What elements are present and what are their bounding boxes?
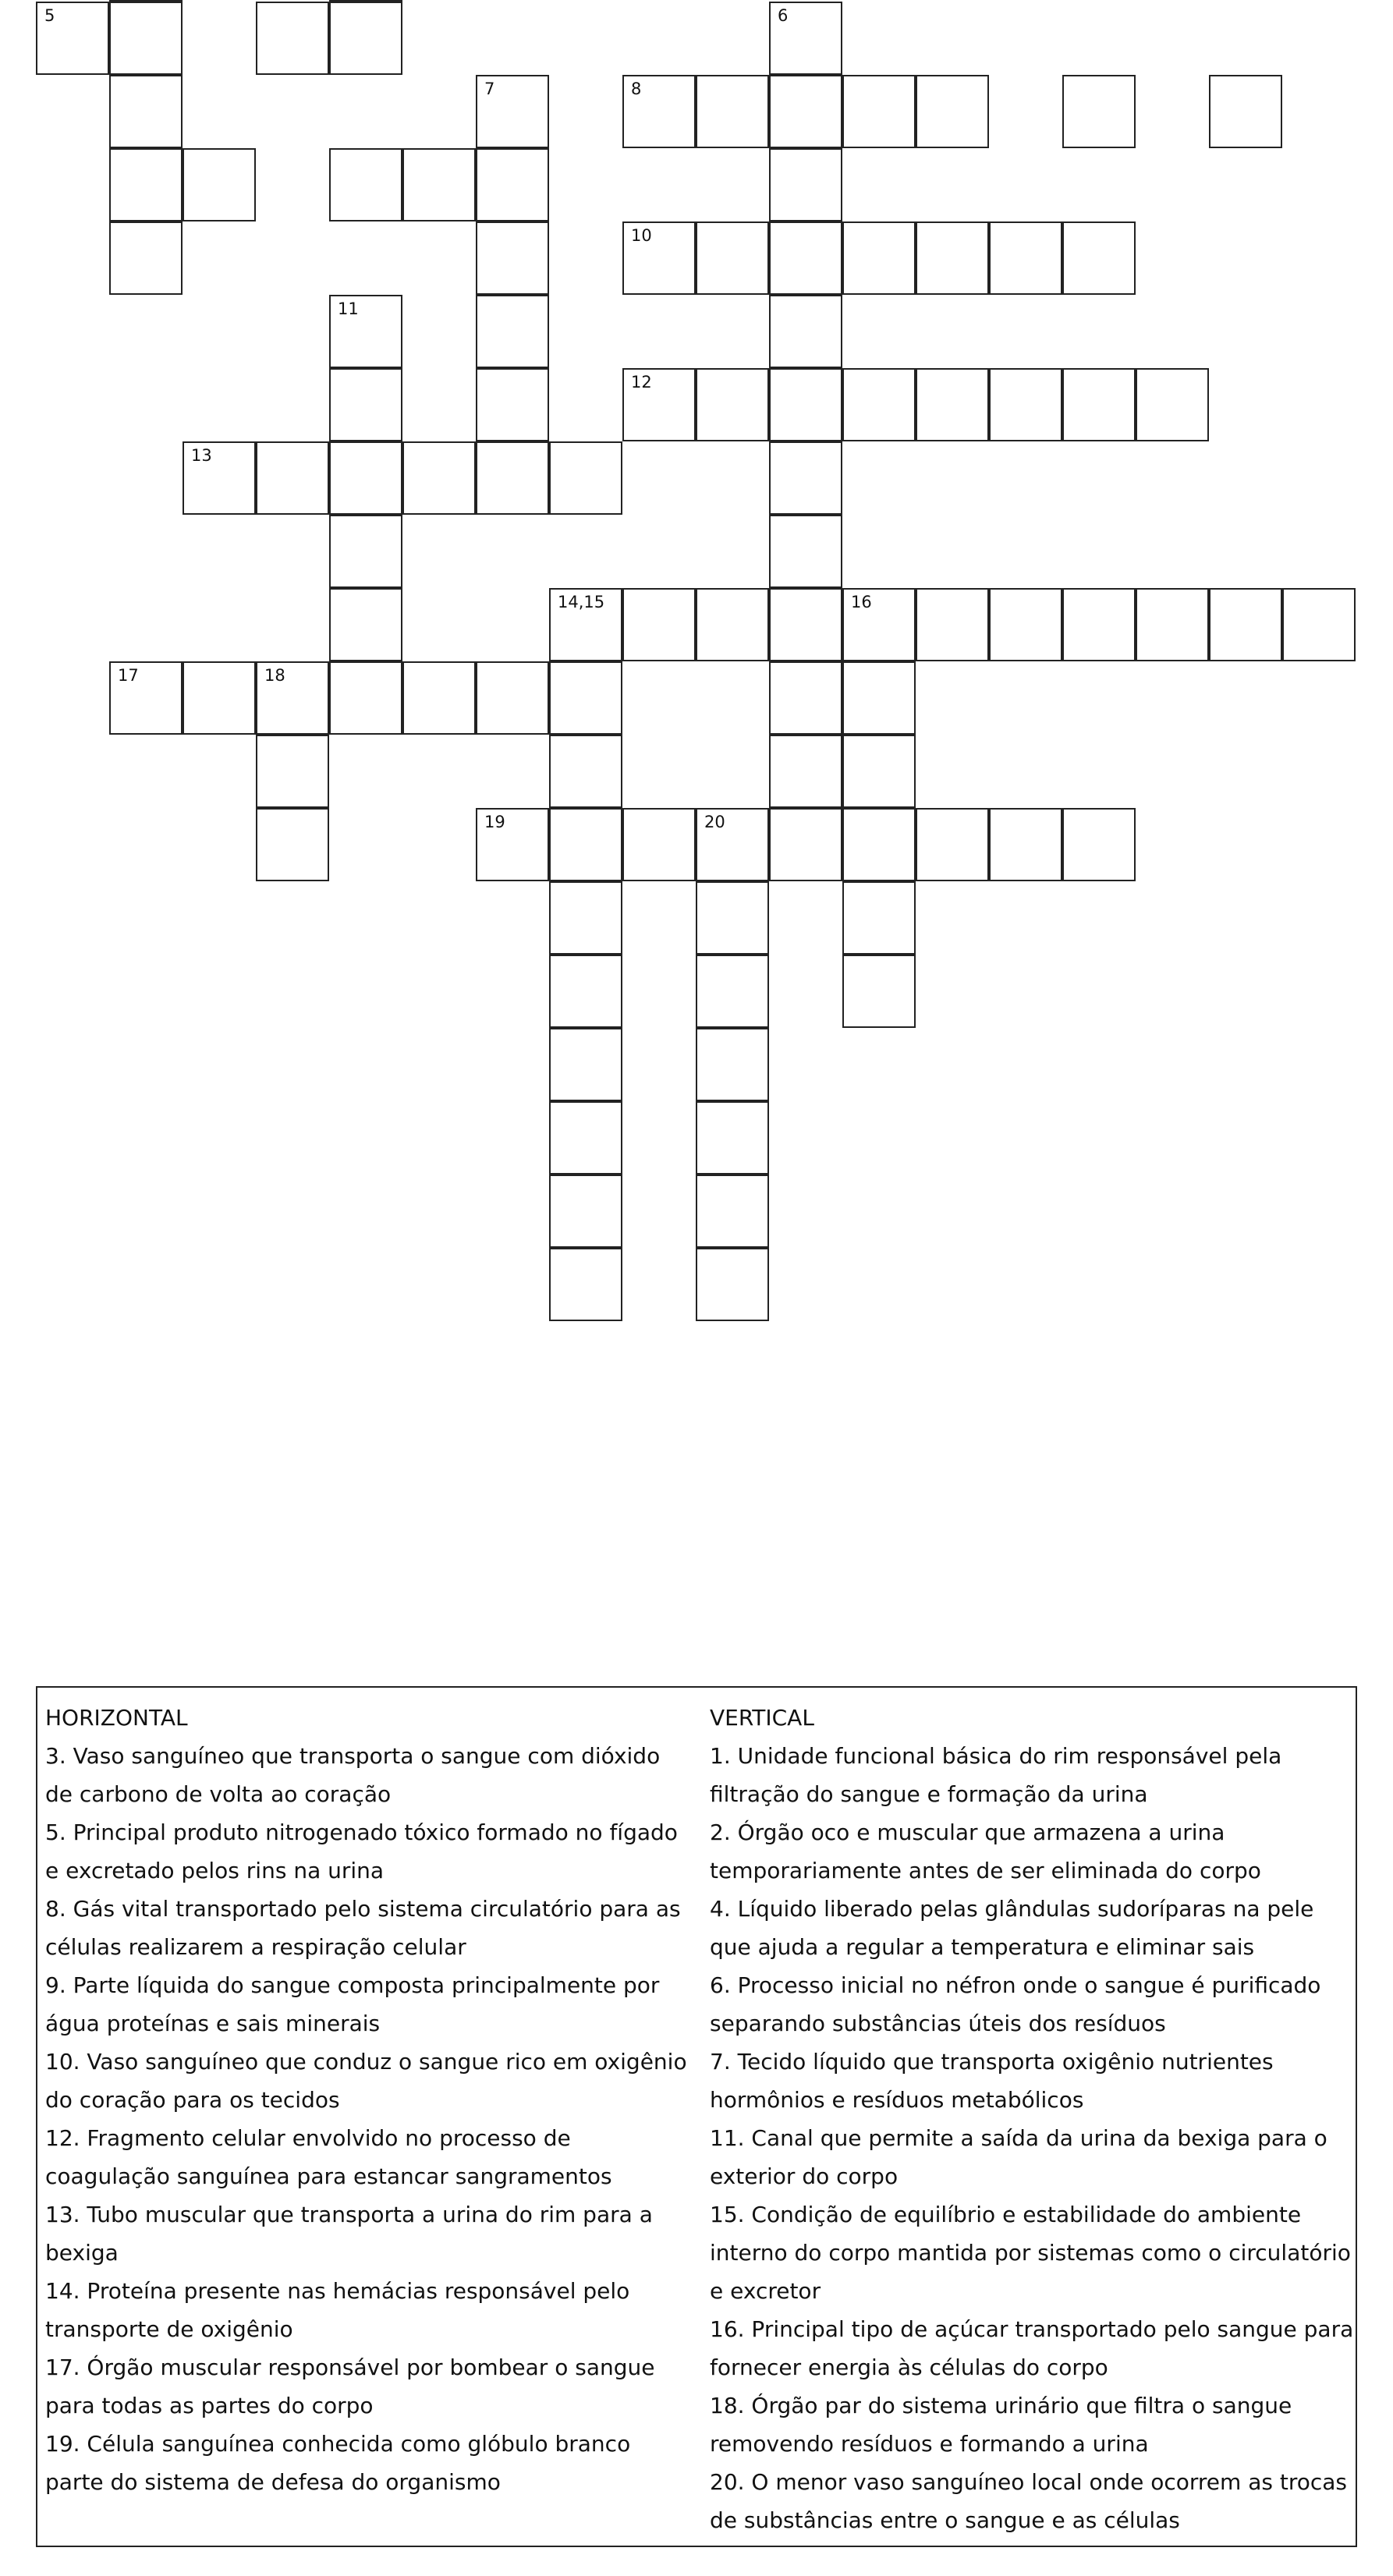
crossword-cell[interactable]	[696, 221, 769, 295]
crossword-cell[interactable]	[329, 588, 402, 661]
crossword-cell[interactable]	[769, 75, 842, 148]
crossword-cell[interactable]	[329, 148, 402, 221]
clue-item: 16. Principal tipo de açúcar transportado pelo sangue para fornecer energia às células do corpo	[710, 2316, 1354, 2380]
crossword-cell[interactable]	[842, 735, 916, 808]
crossword-cell[interactable]	[769, 808, 842, 881]
crossword-cell[interactable]	[1062, 221, 1136, 295]
crossword-cell[interactable]	[402, 441, 476, 515]
clue-number: 13	[191, 446, 212, 465]
crossword-cell[interactable]	[549, 441, 622, 515]
clue-number: 19	[484, 813, 505, 831]
clue-item: 2. Órgão oco e muscular que armazena a urina temporariamente antes de ser eliminada do corpo	[710, 1819, 1261, 1883]
crossword-cell[interactable]	[916, 368, 989, 441]
crossword-cell[interactable]	[549, 588, 622, 661]
crossword-cell[interactable]	[916, 75, 989, 148]
crossword-cell[interactable]	[549, 1101, 622, 1175]
clue-item: 13. Tubo muscular que transporta a urina do rim para a bexiga	[45, 2202, 653, 2266]
crossword-cell[interactable]	[256, 661, 329, 735]
crossword-cell[interactable]	[549, 1028, 622, 1101]
clue-item: 11. Canal que permite a saída da urina da bexiga para o exterior do corpo	[710, 2125, 1327, 2189]
crossword-cell[interactable]	[36, 2, 109, 75]
clue-box	[36, 1686, 1357, 2547]
crossword-cell[interactable]	[109, 2, 183, 75]
crossword-cell[interactable]	[769, 368, 842, 441]
crossword-cell[interactable]	[402, 661, 476, 735]
crossword-cell[interactable]	[329, 515, 402, 588]
clue-item: 19. Célula sanguínea conhecida como glóbulo branco parte do sistema de defesa do organismo	[45, 2431, 631, 2495]
crossword-cell[interactable]	[989, 368, 1062, 441]
crossword-cell[interactable]	[696, 1175, 769, 1248]
clue-item: 9. Parte líquida do sangue composta principalmente por água proteínas e sais minerais	[45, 1972, 660, 2036]
crossword-cell[interactable]	[622, 808, 696, 881]
crossword-cell[interactable]	[549, 955, 622, 1028]
crossword-cell[interactable]	[842, 75, 916, 148]
crossword-cell[interactable]	[842, 221, 916, 295]
crossword-cell[interactable]	[549, 661, 622, 735]
crossword-cell[interactable]	[476, 295, 549, 368]
horizontal-clues	[45, 1699, 693, 2501]
crossword-cell[interactable]	[989, 808, 1062, 881]
crossword-cell[interactable]	[622, 221, 696, 295]
crossword-cell[interactable]	[769, 2, 842, 75]
crossword-cell[interactable]	[1282, 588, 1356, 661]
crossword-cell[interactable]	[769, 588, 842, 661]
crossword-cell[interactable]	[329, 661, 402, 735]
crossword-cell[interactable]	[622, 588, 696, 661]
crossword-cell[interactable]	[1136, 588, 1209, 661]
crossword-cell[interactable]	[109, 148, 183, 221]
crossword-cell[interactable]	[256, 808, 329, 881]
clue-number: 10	[631, 226, 652, 245]
crossword-cell[interactable]	[842, 368, 916, 441]
crossword-cell[interactable]	[622, 75, 696, 148]
clue-item: 12. Fragmento celular envolvido no processo de coagulação sanguínea para estancar sangramentos	[45, 2125, 612, 2189]
crossword-cell[interactable]	[769, 148, 842, 221]
clue-number: 7	[484, 80, 495, 98]
clue-number: 12	[631, 373, 652, 392]
clue-item: 3. Vaso sanguíneo que transporta o sangue com dióxido de carbono de volta ao coração	[45, 1743, 661, 1807]
crossword-cell[interactable]	[842, 661, 916, 735]
crossword-cell[interactable]	[842, 588, 916, 661]
crossword-cell[interactable]	[1062, 808, 1136, 881]
vertical-heading: VERTICAL	[710, 1705, 814, 1731]
crossword-cell[interactable]	[549, 881, 622, 955]
crossword-cell[interactable]	[916, 221, 989, 295]
clue-number: 14,15	[558, 593, 605, 611]
crossword-cell[interactable]	[476, 808, 549, 881]
clue-item: 5. Principal produto nitrogenado tóxico formado no fígado e excretado pelos rins na urina	[45, 1819, 678, 1883]
crossword-cell[interactable]	[1209, 588, 1282, 661]
crossword-cell[interactable]	[476, 368, 549, 441]
crossword-cell[interactable]	[256, 735, 329, 808]
crossword-cell[interactable]	[1136, 368, 1209, 441]
crossword-cell[interactable]	[769, 295, 842, 368]
vertical-clues	[710, 1699, 1357, 2539]
crossword-cell[interactable]	[696, 368, 769, 441]
clue-number: 5	[44, 6, 55, 25]
crossword-cell[interactable]	[109, 661, 183, 735]
clue-number: 6	[778, 6, 789, 25]
clue-item: 1. Unidade funcional básica do rim responsável pela filtração do sangue e formação da urina	[710, 1743, 1282, 1807]
crossword-cell[interactable]	[256, 441, 329, 515]
crossword-cell[interactable]	[989, 588, 1062, 661]
crossword-cell[interactable]	[549, 1175, 622, 1248]
crossword-cell[interactable]	[329, 2, 402, 75]
crossword-cell[interactable]	[402, 148, 476, 221]
clue-item: 15. Condição de equilíbrio e estabilidade do ambiente interno do corpo mantida por sistemas como o circulatório e excretor	[710, 2202, 1351, 2304]
clue-number: 18	[264, 666, 285, 685]
clue-item: 4. Líquido liberado pelas glândulas sudoríparas na pele que ajuda a regular a temperatura e eliminar sais	[710, 1896, 1314, 1960]
crossword-cell[interactable]	[842, 808, 916, 881]
crossword-cell[interactable]	[696, 808, 769, 881]
crossword-cell[interactable]	[769, 515, 842, 588]
clue-number: 16	[851, 593, 872, 611]
crossword-cell[interactable]	[696, 881, 769, 955]
crossword-cell[interactable]	[549, 735, 622, 808]
crossword-cell[interactable]	[696, 588, 769, 661]
crossword-cell[interactable]	[109, 221, 183, 295]
clue-item: 6. Processo inicial no néfron onde o sangue é purificado separando substâncias úteis dos resíduos	[710, 1972, 1321, 2036]
crossword-cell[interactable]	[696, 1248, 769, 1321]
crossword-cell[interactable]	[696, 75, 769, 148]
crossword-cell[interactable]	[1062, 368, 1136, 441]
crossword-cell[interactable]	[769, 661, 842, 735]
crossword-cell[interactable]	[696, 955, 769, 1028]
crossword-cell[interactable]	[769, 441, 842, 515]
crossword-cell[interactable]	[329, 295, 402, 368]
crossword-cell[interactable]	[549, 1248, 622, 1321]
clue-item: 17. Órgão muscular responsável por bombear o sangue para todas as partes do corpo	[45, 2355, 655, 2418]
clue-item: 7. Tecido líquido que transporta oxigênio nutrientes hormônios e resíduos metabólicos	[710, 2049, 1274, 2113]
crossword-cell[interactable]	[1062, 75, 1136, 148]
crossword-cell[interactable]	[183, 148, 256, 221]
clue-item: 14. Proteína presente nas hemácias responsável pelo transporte de oxigênio	[45, 2278, 630, 2342]
crossword-cell[interactable]	[109, 75, 183, 148]
horizontal-heading: HORIZONTAL	[45, 1705, 188, 1731]
crossword-cell[interactable]	[476, 221, 549, 295]
clue-number: 11	[338, 299, 359, 318]
clue-item: 20. O menor vaso sanguíneo local onde ocorrem as trocas de substâncias entre o sangue e as células	[710, 2469, 1347, 2533]
crossword-cell[interactable]	[916, 808, 989, 881]
crossword-cell[interactable]	[549, 808, 622, 881]
crossword-cell[interactable]	[183, 441, 256, 515]
crossword-cell[interactable]	[989, 221, 1062, 295]
clue-item: 10. Vaso sanguíneo que conduz o sangue rico em oxigênio do coração para os tecidos	[45, 2049, 687, 2113]
crossword-cell[interactable]	[696, 1101, 769, 1175]
crossword-cell[interactable]	[622, 368, 696, 441]
crossword-cell[interactable]	[329, 368, 402, 441]
crossword-cell[interactable]	[842, 955, 916, 1028]
crossword-cell[interactable]	[769, 735, 842, 808]
crossword-cell[interactable]	[476, 441, 549, 515]
crossword-cell[interactable]	[256, 2, 329, 75]
clue-item: 8. Gás vital transportado pelo sistema circulatório para as células realizarem a respiração celular	[45, 1896, 681, 1960]
clue-number: 17	[118, 666, 139, 685]
clue-number: 20	[704, 813, 725, 831]
crossword-cell[interactable]	[696, 1028, 769, 1101]
crossword-cell[interactable]	[842, 881, 916, 955]
clue-number: 8	[631, 80, 642, 98]
crossword-cell[interactable]	[1062, 588, 1136, 661]
crossword-cell[interactable]	[183, 661, 256, 735]
clue-item: 18. Órgão par do sistema urinário que filtra o sangue removendo resíduos e formando a urina	[710, 2393, 1292, 2457]
crossword-cell[interactable]	[769, 221, 842, 295]
crossword-cell[interactable]	[1209, 75, 1282, 148]
crossword-cell[interactable]	[476, 661, 549, 735]
crossword-cell[interactable]	[329, 441, 402, 515]
crossword-cell[interactable]	[476, 148, 549, 221]
crossword-cell[interactable]	[916, 588, 989, 661]
crossword-cell[interactable]	[476, 75, 549, 148]
